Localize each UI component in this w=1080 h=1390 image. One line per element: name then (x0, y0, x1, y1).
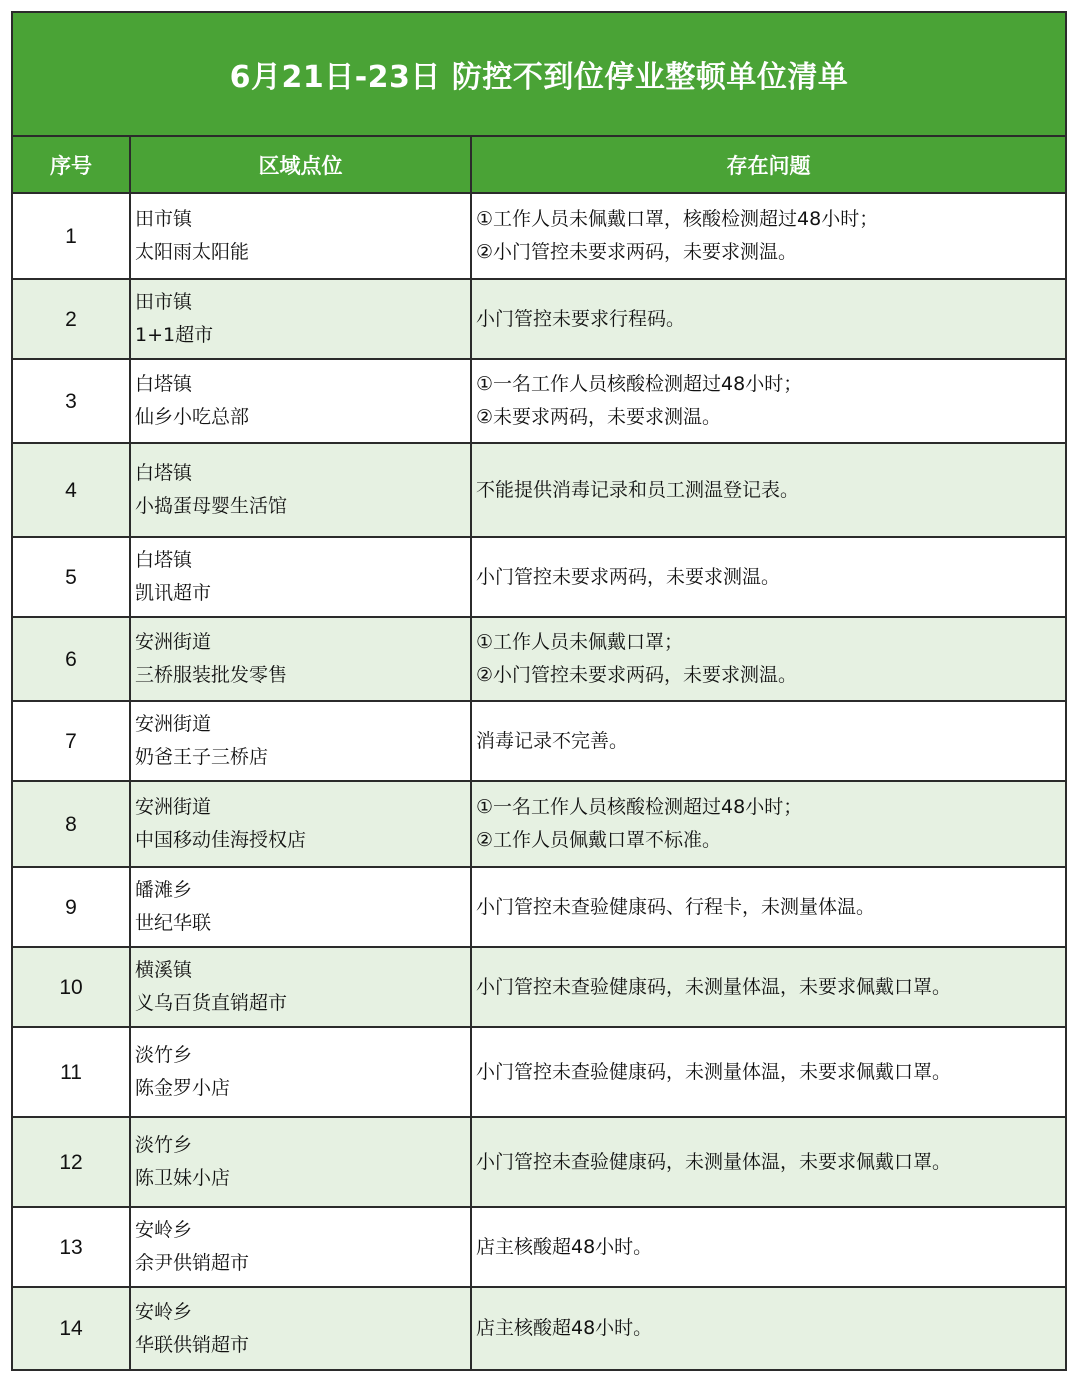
table-row (13, 1287, 1065, 1369)
issue-text: 小门管控未要求两码，未要求测温。 (476, 565, 781, 588)
issue-text: 小门管控未查验健康码，未测量体温，未要求佩戴口罩。 (476, 1060, 952, 1083)
issue-text: 不能提供消毒记录和员工测温登记表。 (476, 478, 800, 501)
area-unit: 余尹供销超市 (135, 1252, 250, 1274)
report-sheet (11, 11, 1067, 1371)
table-row (13, 359, 1065, 443)
row-issues (471, 443, 1065, 537)
area-district: 安洲街道 (135, 713, 212, 735)
page-title: 6月21日-23日 防控不到位停业整顿单位清单 (229, 60, 849, 95)
table-row (13, 193, 1065, 279)
row-number: 11 (13, 1027, 130, 1117)
area-district: 白塔镇 (135, 549, 193, 571)
row-issues (471, 1117, 1065, 1207)
row-area (130, 359, 471, 443)
area-unit: 义乌百货直销超市 (135, 992, 288, 1014)
row-number: 7 (13, 701, 130, 781)
area-unit: 陈金罗小店 (135, 1077, 231, 1099)
row-issues (471, 537, 1065, 617)
row-number: 2 (13, 279, 130, 359)
area-unit: 小捣蛋母婴生活馆 (135, 495, 288, 517)
issue-text: ①工作人员未佩戴口罩； (476, 631, 684, 653)
row-area (130, 279, 471, 359)
row-area (130, 701, 471, 781)
row-issues (471, 193, 1065, 279)
row-number: 13 (13, 1207, 130, 1287)
table-row (13, 701, 1065, 781)
row-area (130, 1027, 471, 1117)
table-row (13, 1027, 1065, 1117)
row-number: 14 (13, 1287, 130, 1369)
issue-text: 消毒记录不完善。 (476, 729, 629, 752)
area-unit: 奶爸王子三桥店 (135, 746, 269, 768)
issue-text: 小门管控未要求行程码。 (476, 307, 686, 330)
table-row (13, 947, 1065, 1027)
area-district: 淡竹乡 (135, 1044, 193, 1066)
row-area (130, 781, 471, 867)
area-unit: 华联供销超市 (135, 1333, 250, 1356)
row-number: 12 (13, 1117, 130, 1207)
row-issues (471, 359, 1065, 443)
row-number: 1 (13, 193, 130, 279)
area-unit: 陈卫妹小店 (135, 1167, 231, 1189)
issue-text: ②未要求两码，未要求测温。 (476, 406, 722, 428)
issue-text: ①工作人员未佩戴口罩，核酸检测超过48小时； (476, 208, 879, 230)
table-row (13, 781, 1065, 867)
row-number: 4 (13, 443, 130, 537)
area-unit: 中国移动佳海授权店 (135, 829, 307, 851)
table-body (13, 193, 1065, 1369)
table-row (13, 1207, 1065, 1287)
header-row (13, 137, 1065, 193)
issue-text: 店主核酸超48小时。 (476, 1317, 653, 1339)
area-district: 田市镇 (135, 291, 193, 313)
issue-text: ②小门管控未要求两码，未要求测温。 (476, 241, 798, 263)
table-row (13, 443, 1065, 537)
area-district: 安岭乡 (135, 1300, 193, 1323)
row-number: 6 (13, 617, 130, 701)
row-area (130, 1117, 471, 1207)
row-issues (471, 1027, 1065, 1117)
row-area (130, 537, 471, 617)
issue-text: 小门管控未查验健康码，未测量体温，未要求佩戴口罩。 (476, 975, 952, 998)
area-unit: 凯讯超市 (135, 582, 212, 604)
header-area: 区域点位 (130, 137, 471, 193)
area-unit: 1+1超市 (135, 324, 214, 346)
area-district: 白塔镇 (135, 462, 193, 484)
issue-text: 小门管控未查验健康码、行程卡，未测量体温。 (476, 895, 876, 918)
area-unit: 世纪华联 (135, 912, 212, 934)
row-issues (471, 947, 1065, 1027)
table-row (13, 279, 1065, 359)
row-area (130, 617, 471, 701)
row-area (130, 443, 471, 537)
title-bar (13, 13, 1065, 137)
row-number: 9 (13, 867, 130, 947)
row-area (130, 867, 471, 947)
row-issues (471, 701, 1065, 781)
issue-text: 店主核酸超48小时。 (476, 1235, 653, 1258)
row-number: 8 (13, 781, 130, 867)
table-row (13, 1117, 1065, 1207)
area-unit: 太阳雨太阳能 (135, 241, 250, 263)
area-unit: 仙乡小吃总部 (135, 406, 250, 428)
area-district: 白塔镇 (135, 373, 193, 395)
issue-text: ②小门管控未要求两码，未要求测温。 (476, 664, 798, 686)
row-number: 3 (13, 359, 130, 443)
issue-text: ①一名工作人员核酸检测超过48小时； (476, 373, 803, 395)
area-unit: 三桥服装批发零售 (135, 664, 288, 686)
area-district: 安洲街道 (135, 631, 212, 653)
row-issues (471, 867, 1065, 947)
issue-text: ①一名工作人员核酸检测超过48小时； (476, 796, 803, 818)
area-district: 安岭乡 (135, 1219, 193, 1241)
row-area (130, 947, 471, 1027)
row-issues (471, 1287, 1065, 1369)
table-row (13, 617, 1065, 701)
row-number: 10 (13, 947, 130, 1027)
area-district: 横溪镇 (135, 959, 193, 981)
area-district: 安洲街道 (135, 796, 212, 818)
row-area (130, 1287, 471, 1369)
area-district: 淡竹乡 (135, 1134, 193, 1156)
area-district: 田市镇 (135, 208, 193, 230)
issue-text: ②工作人员佩戴口罩不标准。 (476, 829, 722, 851)
row-issues (471, 617, 1065, 701)
header-issues: 存在问题 (471, 137, 1065, 193)
issue-text: 小门管控未查验健康码，未测量体温，未要求佩戴口罩。 (476, 1150, 952, 1173)
row-area (130, 193, 471, 279)
table-row (13, 867, 1065, 947)
table-row (13, 537, 1065, 617)
header-number: 序号 (13, 137, 130, 193)
area-district: 皤滩乡 (135, 879, 193, 901)
row-issues (471, 1207, 1065, 1287)
row-number: 5 (13, 537, 130, 617)
unit-table (13, 137, 1065, 1369)
row-area (130, 1207, 471, 1287)
row-issues (471, 781, 1065, 867)
row-issues (471, 279, 1065, 359)
